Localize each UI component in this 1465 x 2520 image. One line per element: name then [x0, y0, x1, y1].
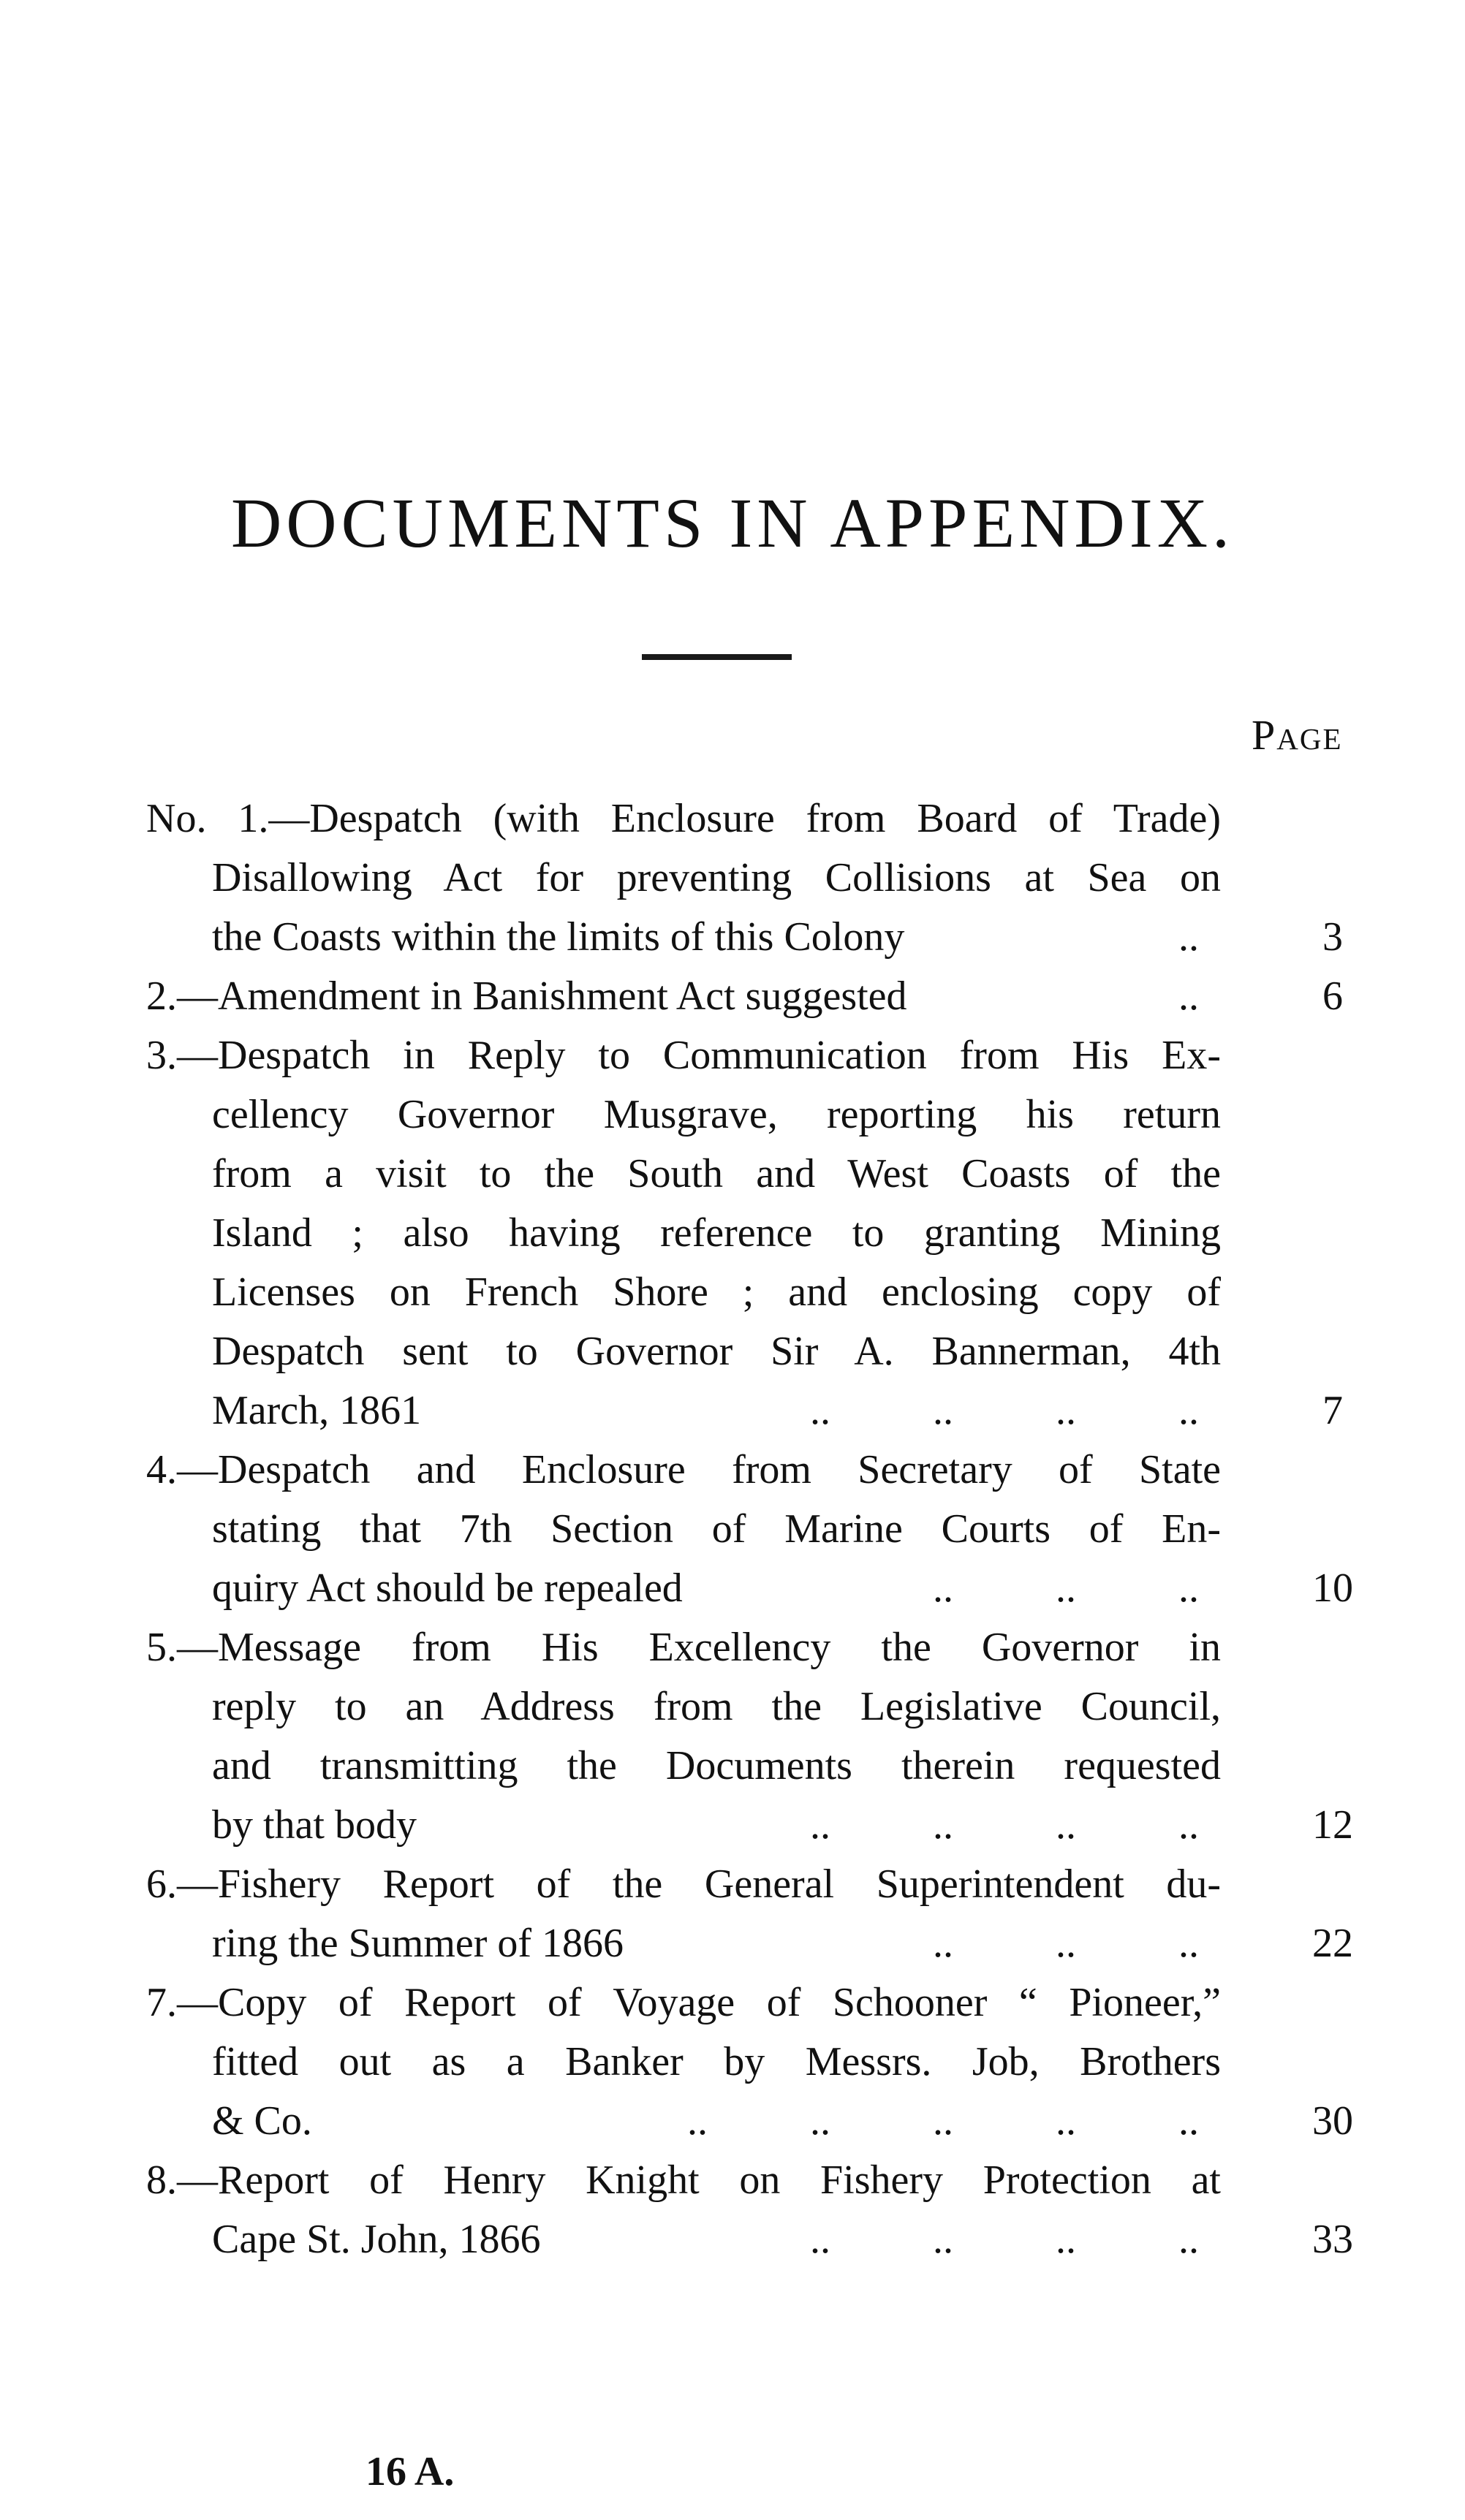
contents-entry — [0, 1973, 1465, 2151]
entry-text: the Coasts within the limits of this Colony — [212, 914, 905, 960]
entry-text: Island ; also having reference to granting Mining — [212, 1210, 1221, 1256]
entry-text: 8.—Report of Henry Knight on Fishery Protection at — [146, 2157, 1221, 2203]
entry-text: Licenses on French Shore ; and enclosing copy of — [212, 1270, 1221, 1315]
entry-text: & Co. — [212, 2098, 312, 2144]
entry-line — [0, 1322, 1465, 1381]
entry-line — [0, 1441, 1465, 1500]
contents-entry — [0, 789, 1465, 967]
entry-text: 5.—Message from His Excellency the Governor in — [146, 1625, 1221, 1670]
entry-text: reply to an Address from the Legislative Council, — [212, 1684, 1221, 1729]
entry-line — [0, 1973, 1465, 2033]
entry-line — [0, 1381, 1465, 1441]
entry-line — [0, 1559, 1465, 1618]
entry-line — [0, 789, 1465, 849]
entry-text: quiry Act should be repealed — [212, 1565, 683, 1611]
contents-entry — [0, 967, 1465, 1026]
dot-leaders: .. .. .. .. .. — [687, 2098, 1199, 2144]
entry-text: 6.—Fishery Report of the General Superintendent du- — [146, 1861, 1221, 1907]
entry-line — [0, 2033, 1465, 2092]
contents-entry — [0, 1026, 1465, 1441]
entry-text: fitted out as a Banker by Messrs. Job, Brothers — [212, 2039, 1221, 2084]
page-number: 10 — [1312, 1565, 1353, 1611]
entry-text: by that body — [212, 1802, 417, 1848]
dot-leaders: .. .. .. .. — [810, 2217, 1199, 2262]
entry-text: 7.—Copy of Report of Voyage of Schooner “ Pioneer,” — [146, 1980, 1221, 2025]
entry-text: Despatch sent to Governor Sir A. Bannerman, 4th — [212, 1329, 1221, 1374]
entry-line — [0, 1677, 1465, 1737]
entry-line — [0, 1085, 1465, 1145]
entry-line — [0, 1204, 1465, 1263]
entry-line — [0, 1914, 1465, 1973]
dot-leaders: .. — [1178, 914, 1199, 960]
contents-entry — [0, 1441, 1465, 1618]
dot-leaders: .. .. .. — [933, 1565, 1199, 1611]
entry-text: 2.—Amendment in Banishment Act suggested — [146, 974, 907, 1019]
dot-leaders: .. — [1178, 974, 1199, 1019]
entry-text: Disallowing Act for preventing Collisions at Sea on — [212, 855, 1221, 900]
page-number: 6 — [1322, 974, 1343, 1019]
entry-line — [0, 2210, 1465, 2269]
page-number: 30 — [1312, 2098, 1353, 2144]
contents-list — [0, 789, 1465, 2269]
entry-line — [0, 1145, 1465, 1204]
entry-text: stating that 7th Section of Marine Courts of En- — [212, 1506, 1221, 1552]
dot-leaders: .. .. .. — [933, 1921, 1199, 1966]
contents-entry — [0, 1618, 1465, 1855]
entry-text: from a visit to the South and West Coasts of the — [212, 1151, 1221, 1196]
entry-line — [0, 2151, 1465, 2210]
page-title: DOCUMENTS IN APPENDIX. — [230, 484, 1235, 562]
page-number: 12 — [1312, 1802, 1353, 1848]
page-number: 7 — [1322, 1388, 1343, 1433]
page-column-label: Page — [1252, 711, 1343, 759]
entry-line — [0, 1500, 1465, 1559]
entry-text: and transmitting the Documents therein requested — [212, 1743, 1221, 1788]
entry-line — [0, 908, 1465, 967]
entry-text: cellency Governor Musgrave, reporting his return — [212, 1092, 1221, 1137]
dot-leaders: .. .. .. .. — [810, 1802, 1199, 1848]
entry-line — [0, 1026, 1465, 1085]
entry-text: ring the Summer of 1866 — [212, 1921, 624, 1966]
entry-line — [0, 1263, 1465, 1322]
page-number: 33 — [1312, 2217, 1353, 2262]
signature-mark: 16 A. — [366, 2449, 455, 2494]
entry-text: No. 1.—Despatch (with Enclosure from Board of Trade) — [146, 796, 1221, 841]
contents-entry — [0, 2151, 1465, 2269]
entry-text: 3.—Despatch in Reply to Communication from His Ex- — [146, 1033, 1221, 1078]
entry-line — [0, 1796, 1465, 1855]
title-rule — [642, 654, 792, 660]
entry-line — [0, 1855, 1465, 1914]
contents-entry — [0, 1855, 1465, 1973]
dot-leaders: .. .. .. .. — [810, 1388, 1199, 1433]
entry-line — [0, 849, 1465, 908]
entry-text: Cape St. John, 1866 — [212, 2217, 541, 2262]
entry-line — [0, 1737, 1465, 1796]
page-number: 3 — [1322, 914, 1343, 960]
page-number: 22 — [1312, 1921, 1353, 1966]
entry-text: March, 1861 — [212, 1388, 422, 1433]
entry-text: 4.—Despatch and Enclosure from Secretary of State — [146, 1447, 1221, 1492]
entry-line — [0, 967, 1465, 1026]
entry-line — [0, 1618, 1465, 1677]
entry-line — [0, 2092, 1465, 2151]
